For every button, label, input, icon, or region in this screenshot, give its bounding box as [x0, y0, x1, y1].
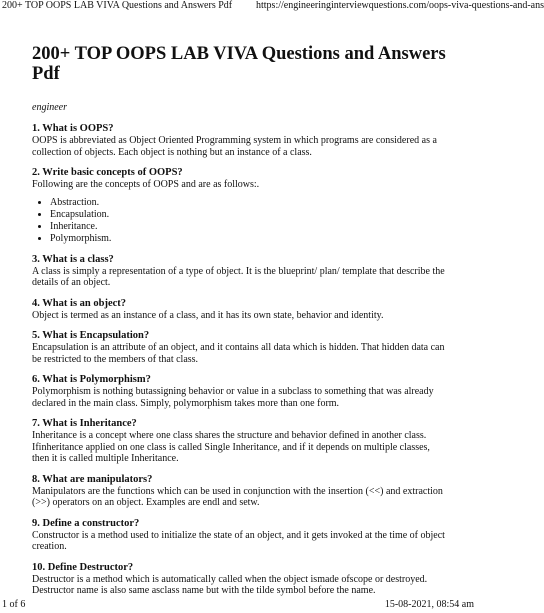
- print-header-title: 200+ TOP OOPS LAB VIVA Questions and Answers Pdf: [2, 0, 233, 11]
- qa-section-5: [32, 330, 446, 365]
- print-timestamp: 15-08-2021, 08:54 am: [384, 599, 474, 610]
- document-body: [32, 44, 446, 597]
- list-item: • Abstraction.: [50, 197, 446, 209]
- print-header-url: https://engineeringinterviewquestions.com/oops-viva-questions-and-ans: [256, 0, 544, 11]
- qa-section-7: [32, 418, 446, 465]
- concepts-list: [32, 197, 446, 245]
- qa-section-10: [32, 562, 446, 597]
- answer-text: OOPS is abbreviated as Object Oriented Programming system in which programs are considered as a collection of objects. Each object is nothing but an instance of a class.: [32, 135, 437, 158]
- question-heading: 10. Define Destructor?: [32, 561, 134, 573]
- question-heading: 6. What is Polymorphism?: [32, 374, 151, 385]
- qa-section-4: [32, 298, 446, 322]
- list-item: • Polymorphism.: [50, 233, 446, 245]
- answer-text: Destructor is a method which is automatically called when the object ismade ofscope or destroyed. Destructor name is also same asclass name but with the tilde symbol before the name.: [32, 573, 428, 596]
- list-item: • Encapsulation.: [50, 209, 446, 221]
- answer-text: Polymorphism is nothing butassigning behavior or value in a subclass to something that was already declared in the main class. Simply, polymorphism takes more than one form.: [32, 386, 434, 409]
- qa-section-8: [32, 474, 446, 509]
- answer-text: Constructor is a method used to initialize the state of an object, and it gets invoked at the time of object creation.: [32, 529, 445, 552]
- qa-section-2: [32, 167, 446, 245]
- question-heading: 8. What are manipulators?: [32, 473, 153, 485]
- answer-text: Following are the concepts of OOPS and are as follows:.: [32, 179, 260, 190]
- qa-section-1: [32, 123, 446, 158]
- answer-text: Inheritance is a concept where one class shares the structure and behavior defined in another class. Ifinheritance applied on one class is called Single Inheritance, and if it depends on multiple classes, then it is called multiple Inheritance.: [32, 430, 430, 464]
- question-heading: 9. Define a constructor?: [32, 517, 140, 529]
- answer-text: Object is termed as an instance of a class, and it has its own state, behavior and identity.: [32, 309, 384, 321]
- qa-section-6: [32, 374, 446, 409]
- question-heading: 2. Write basic concepts of OOPS?: [32, 167, 183, 178]
- answer-text: Encapsulation is an attribute of an object, and it contains all data which is hidden. That hidden data can be restricted to the members of that class.: [32, 342, 445, 365]
- page-number: 1 of 6: [2, 599, 26, 610]
- question-heading: 4. What is an object?: [32, 297, 127, 309]
- author-name: engineer: [32, 102, 67, 113]
- qa-section-9: [32, 518, 446, 553]
- page-title: 200+ TOP OOPS LAB VIVA Questions and Answers Pdf: [32, 44, 446, 84]
- question-heading: 5. What is Encapsulation?: [32, 330, 150, 341]
- question-heading: 1. What is OOPS?: [32, 123, 114, 134]
- answer-text: A class is simply a representation of a type of object. It is the blueprint/ plan/ template that describe the details of an object.: [32, 265, 445, 288]
- qa-section-3: [32, 254, 446, 289]
- question-heading: 7. What is Inheritance?: [32, 418, 137, 429]
- list-item: • Inheritance.: [50, 221, 446, 233]
- answer-text: Manipulators are the functions which can be used in conjunction with the insertion (<<) and extraction (>>) operators on an object. Examples are endl and setw.: [32, 485, 443, 508]
- question-heading: 3. What is a class?: [32, 253, 114, 265]
